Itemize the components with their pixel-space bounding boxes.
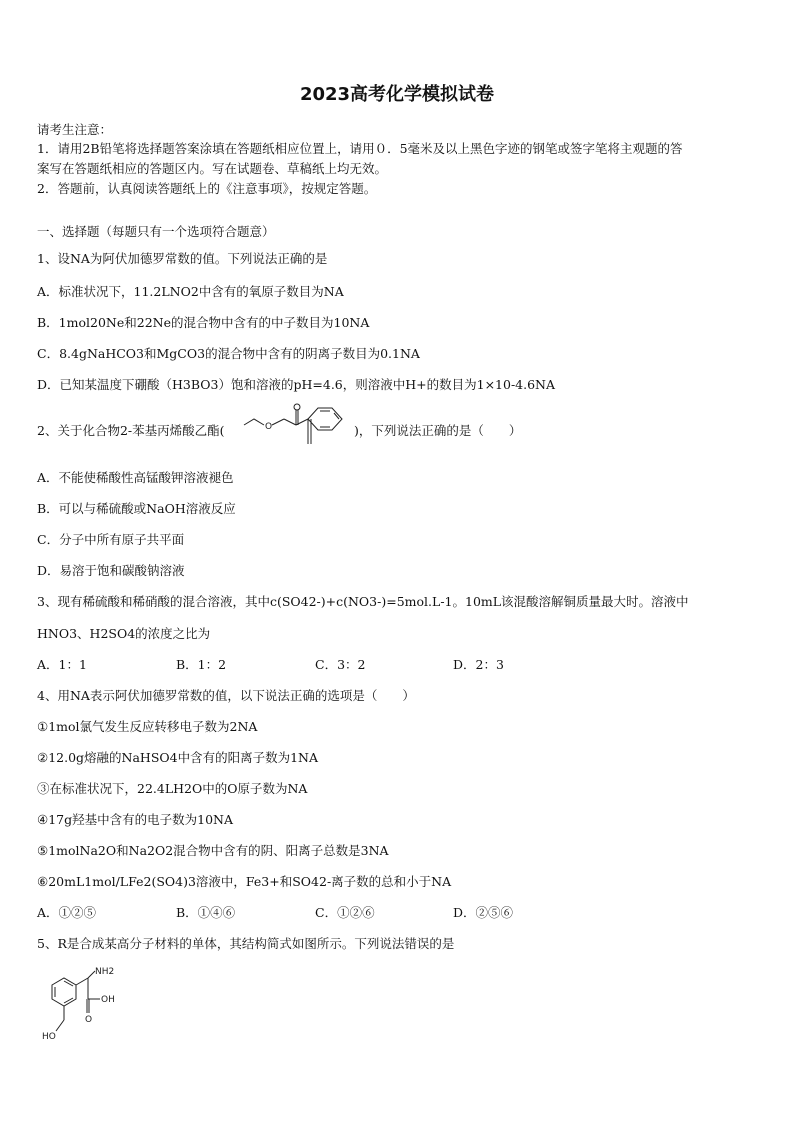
q4-option-d: D．②⑤⑥	[453, 905, 514, 920]
q4-option-c: C．①②⑥	[315, 905, 375, 920]
q4-stem: 4、用NA表示阿伏加德罗常数的值，以下说法正确的选项是（ ）	[37, 688, 415, 703]
q4-statement-6: ⑥20mL1mol/LFe2(SO4)3溶液中，Fe3+和SO42-离子数的总和小于NA	[37, 874, 452, 889]
carbonyl-oxygen-label: O	[85, 1015, 93, 1025]
q2-option-c: C．分子中所有原子共平面	[37, 532, 185, 547]
notice-line-3: 2．答题前，认真阅读答题纸上的《注意事项》，按规定答题。	[37, 181, 377, 196]
q4-statement-2: ②12.0g熔融的NaHSO4中含有的阳离子数为1NA	[37, 750, 319, 765]
q3-option-d: D．2：3	[453, 657, 504, 672]
hydroxyl-label: OH	[101, 995, 115, 1005]
notice-line-2: 案写在答题纸相应的答题区内。写在试题卷、草稿纸上均无效。	[37, 161, 388, 176]
q1-option-a: A．标准状况下，11.2LNO2中含有的氧原子数目为NA	[37, 284, 344, 299]
q2-option-d: D．易溶于饱和碳酸钠溶液	[37, 563, 185, 578]
compound-r-structure	[40, 965, 136, 1045]
q3-option-a: A．1：1	[37, 657, 87, 672]
q2-option-a: A．不能使稀酸性高锰酸钾溶液褪色	[37, 470, 234, 485]
q3-option-b: B．1：2	[176, 657, 227, 672]
notice-heading: 请考生注意：	[37, 122, 113, 137]
q1-stem: 1、设NA为阿伏加德罗常数的值。下列说法正确的是	[37, 251, 328, 266]
q3-stem-2: HNO3、H2SO4的浓度之比为	[37, 626, 211, 641]
q4-statement-4: ④17g羟基中含有的电子数为10NA	[37, 812, 233, 827]
q1-option-b: B．1mol20Ne和22Ne的混合物中含有的中子数目为10NA	[37, 315, 370, 330]
ethyl-2-phenylacrylate-structure	[238, 400, 354, 454]
q4-option-a: A．①②⑤	[37, 905, 97, 920]
q1-option-c: C．8.4gNaHCO3和MgCO3的混合物中含有的阴离子数目为0.1NA	[37, 346, 420, 361]
q4-statement-1: ①1mol氯气发生反应转移电子数为2NA	[37, 719, 258, 734]
q4-option-b: B．①④⑥	[176, 905, 236, 920]
q2-stem-after: )，下列说法正确的是（ ）	[354, 423, 522, 438]
q3-option-c: C．3：2	[315, 657, 366, 672]
q4-statement-3: ③在标准状况下，22.4LH2O中的O原子数为NA	[37, 781, 308, 796]
q3-stem-1: 3、现有稀硫酸和稀硝酸的混合溶液，其中c(SO42-)+c(NO3-)=5mol.L-1。10mL该混酸溶解铜质量最大时。溶液中	[37, 594, 689, 609]
q2-option-b: B．可以与稀硫酸或NaOH溶液反应	[37, 501, 236, 516]
page-title: 2023高考化学模拟试卷	[299, 84, 495, 105]
notice-line-1: 1．请用2B铅笔将选择题答案涂填在答题纸相应位置上，请用０．5毫米及以上黑色字迹的钢笔或签字笔将主观题的答	[37, 141, 683, 156]
section-heading: 一、选择题（每题只有一个选项符合题意）	[37, 224, 275, 239]
q5-stem: 5、R是合成某高分子材料的单体，其结构简式如图所示。下列说法错误的是	[37, 936, 455, 951]
ester-oxygen-label: O	[265, 422, 273, 432]
q2-stem-before: 2、关于化合物2-苯基丙烯酸乙酯(	[37, 423, 225, 438]
amino-group-label: NH2	[95, 967, 115, 977]
benzyl-hydroxyl-label: HO	[42, 1032, 56, 1042]
q1-option-d: D．已知某温度下硼酸（H3BO3）饱和溶液的pH=4.6，则溶液中H+的数目为1×10-4.6NA	[37, 377, 556, 392]
q4-statement-5: ⑤1molNa2O和Na2O2混合物中含有的阴、阳离子总数是3NA	[37, 843, 389, 858]
